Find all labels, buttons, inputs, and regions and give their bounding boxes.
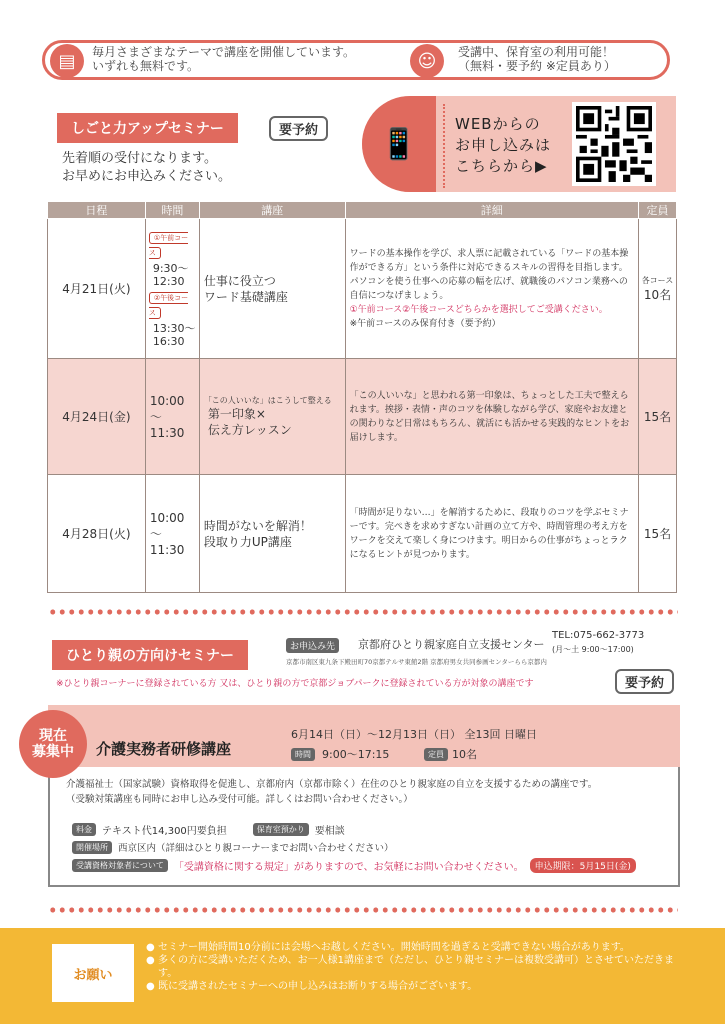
list-item: ● 多くの方に受講いただくため、お一人様1講座まで（ただし、ひとり親セミナーは複数受講可）とさせていただきます。 <box>146 954 686 980</box>
footer-item3: 既に受講されたセミナーへの申し込みはお断りする場合がございます。 <box>158 981 478 992</box>
row1-capacity <box>639 219 677 359</box>
notice-left-line2: いずれも無料です。 <box>92 59 200 73</box>
deadline-badge: 申込期限：5月15日(金) <box>530 858 636 873</box>
care-capacity: 10名 <box>452 748 477 761</box>
care-capacity-tag: 定員 <box>424 748 448 761</box>
notice-right-line1: 受講中、保育室の利用可能！ <box>458 45 615 59</box>
row1-capacity-small: 各コース <box>641 275 674 285</box>
apply-address: 京都市南区東九条下殿田町70京都テルサ東館2階 京都府男女共同参画センターらら京都内 <box>286 658 547 666</box>
footer-item1: セミナー開始時間10分前には会場へお越しください。開始時間を過ぎると受講できない場合があります。 <box>158 942 630 953</box>
care-desc2: （受験対策講座も同時にお申し込み受付可能。詳しくはお問い合わせください。） <box>66 794 413 805</box>
career-desc <box>62 150 231 186</box>
care-venue-line <box>72 840 394 854</box>
row2-course-sub: 「この人いいな」はこうして整える <box>203 396 332 405</box>
web-line1: WEBからの <box>455 115 541 133</box>
care-description <box>66 777 676 807</box>
childcare-value: 要相談 <box>314 826 345 837</box>
footer-label: お願い <box>52 944 134 1002</box>
row1-date: 4月21日(火) <box>48 219 146 359</box>
am-course-tag: ①午前コース <box>148 233 189 257</box>
row1-detail-note: ※午前コースのみ保育付き（要予約） <box>349 318 501 329</box>
qr-code-graphic <box>576 106 652 182</box>
fee-tag: 料金 <box>72 823 96 836</box>
dotted-divider <box>48 608 678 616</box>
apply-tel: TEL:075-662-3773 <box>552 630 645 641</box>
row3-course: 時間がないを解消！ 段取り力UP講座 <box>199 475 345 593</box>
care-title: 介護実務者研修講座 <box>96 740 232 758</box>
apply-org: 京都府ひとり親家庭自立支援センター <box>358 638 545 651</box>
care-target-line <box>72 858 636 873</box>
notice-left <box>92 45 355 73</box>
childcare-tag: 保育室預かり <box>253 823 309 836</box>
pm-time: 13:30～ 16:30 <box>152 321 196 348</box>
eligibility-note: ※ひとり親コーナーに登録されている方 又は、ひとり親の方で京都ジョブパークに登録されている方が対象の講座です <box>56 679 534 689</box>
care-desc1: 介護福祉士（国家試験）資格取得を促進し、京都府内（京都市除く）在住のひとり親家庭の自立を支援するための講座です。 <box>66 779 598 790</box>
table-row <box>48 359 677 475</box>
footer-item2: 多くの方に受講いただくため、お一人様1講座まで（ただし、ひとり親セミナーは複数受講可）とさせていただきます。 <box>158 955 674 979</box>
row1-detail <box>345 219 638 359</box>
target-value: 「受講資格に関する規定」がありますので、お気軽にお問い合わせください。 <box>173 862 524 873</box>
row3-detail: 「時間が足りない…」を解消するために、段取りのコツを学ぶセミナーです。完ぺきを求めすぎない計画の立て方や、時間管理の考え方をワークを交えて楽しく身につけます。明日からの仕事がちょっとラクになるヒントが見つかります。 <box>345 475 638 593</box>
web-line2: お申し込みは <box>455 136 552 154</box>
row1-course: 仕事に役立つ ワード基礎講座 <box>199 219 345 359</box>
row2-time: 10:00～ 11:30 <box>145 359 199 475</box>
career-desc-line1: 先着順の受付になります。 <box>62 151 217 166</box>
row2-date: 4月24日(金) <box>48 359 146 475</box>
career-title: しごと力アップセミナー <box>57 113 238 143</box>
qr-code[interactable] <box>572 102 656 186</box>
header-detail: 詳細 <box>345 202 638 219</box>
notice-right <box>458 45 616 73</box>
career-desc-line2: お早めにお申込みください。 <box>62 169 232 184</box>
apply-hours: (月～土 9:00～17:00) <box>552 645 634 654</box>
table-row <box>48 219 677 359</box>
dotted-divider <box>48 906 678 914</box>
career-reserve-badge: 要予約 <box>269 116 328 141</box>
fee-value: テキスト代14,300円要負担 <box>102 826 227 837</box>
phone-icon: 📱 <box>362 96 436 192</box>
table-row <box>48 475 677 593</box>
row2-capacity: 15名 <box>639 359 677 475</box>
am-time: 9:30～ 12:30 <box>152 261 189 288</box>
baby-icon: ☺ <box>410 44 444 78</box>
row2-course-title: 第一印象× 伝え方レッスン <box>207 407 292 437</box>
web-line3[interactable]: こちらから▶ <box>455 157 548 175</box>
row1-detail-text: ワードの基本操作を学び、求人票に記載されている「ワードの基本操作ができる方」という条件に対応できるスキルの習得を目指します。パソコンを使う仕事への応募の幅を広げ、就職後のパソコン業務への自信につなげましょう。 <box>349 248 629 301</box>
footer-list <box>146 941 686 993</box>
list-item: ● セミナー開始時間10分前には会場へお越しください。開始時間を過ぎると受講できない場合があります。 <box>146 942 630 953</box>
header-course: 講座 <box>199 202 345 219</box>
header-time: 時間 <box>145 202 199 219</box>
list-item: ● 既に受講されたセミナーへの申し込みはお断りする場合がございます。 <box>146 981 478 992</box>
care-time-tag: 時間 <box>291 748 315 761</box>
row2-detail: 「この人いいな」と思われる第一印象は、ちょっとした工夫で整えられます。挨拶・表情・声のコツを体験しながら学び、家庭やお友達との関わりなど日常はもちろん、就活にも活かせる実践的なヒントをお届けします。 <box>345 359 638 475</box>
single-reserve-badge: 要予約 <box>615 669 674 694</box>
row2-course <box>199 359 345 475</box>
pm-course-tag: ②午後コース <box>148 293 189 317</box>
row3-time: 10:00～ 11:30 <box>145 475 199 593</box>
target-tag: 受講資格対象者について <box>72 859 168 872</box>
row3-capacity: 15名 <box>639 475 677 593</box>
row1-time <box>145 219 199 359</box>
venue-tag: 開催場所 <box>72 841 112 854</box>
web-apply-text[interactable] <box>455 114 551 177</box>
row3-date: 4月28日(火) <box>48 475 146 593</box>
book-icon: ▤ <box>50 44 84 78</box>
schedule-table <box>47 201 677 593</box>
table-header-row <box>48 202 677 219</box>
apply-tag: お申込み先 <box>286 638 339 653</box>
single-title: ひとり親の方向けセミナー <box>52 640 248 670</box>
notice-left-line1: 毎月さまざまなテーマで講座を開催しています。 <box>92 45 356 59</box>
header-date: 日程 <box>48 202 146 219</box>
row1-detail-note-red: ①午前コース②午後コースどちらかを選択してご受講ください。 <box>349 304 608 315</box>
row1-capacity-value: 10名 <box>643 287 672 302</box>
care-fee-line <box>72 822 345 837</box>
notice-right-line2: （無料・要予約 ※定員あり） <box>458 59 616 73</box>
venue-value: 西京区内（詳細はひとり親コーナーまでお問い合わせください） <box>118 843 394 854</box>
care-period: 6月14日（日）～12月13日（日） 全13回 日曜日 <box>291 728 537 741</box>
header-capacity: 定員 <box>639 202 677 219</box>
divider <box>443 104 445 188</box>
care-time: 9:00～17:15 <box>322 748 390 761</box>
recruiting-badge: 現在 募集中 <box>22 713 84 775</box>
